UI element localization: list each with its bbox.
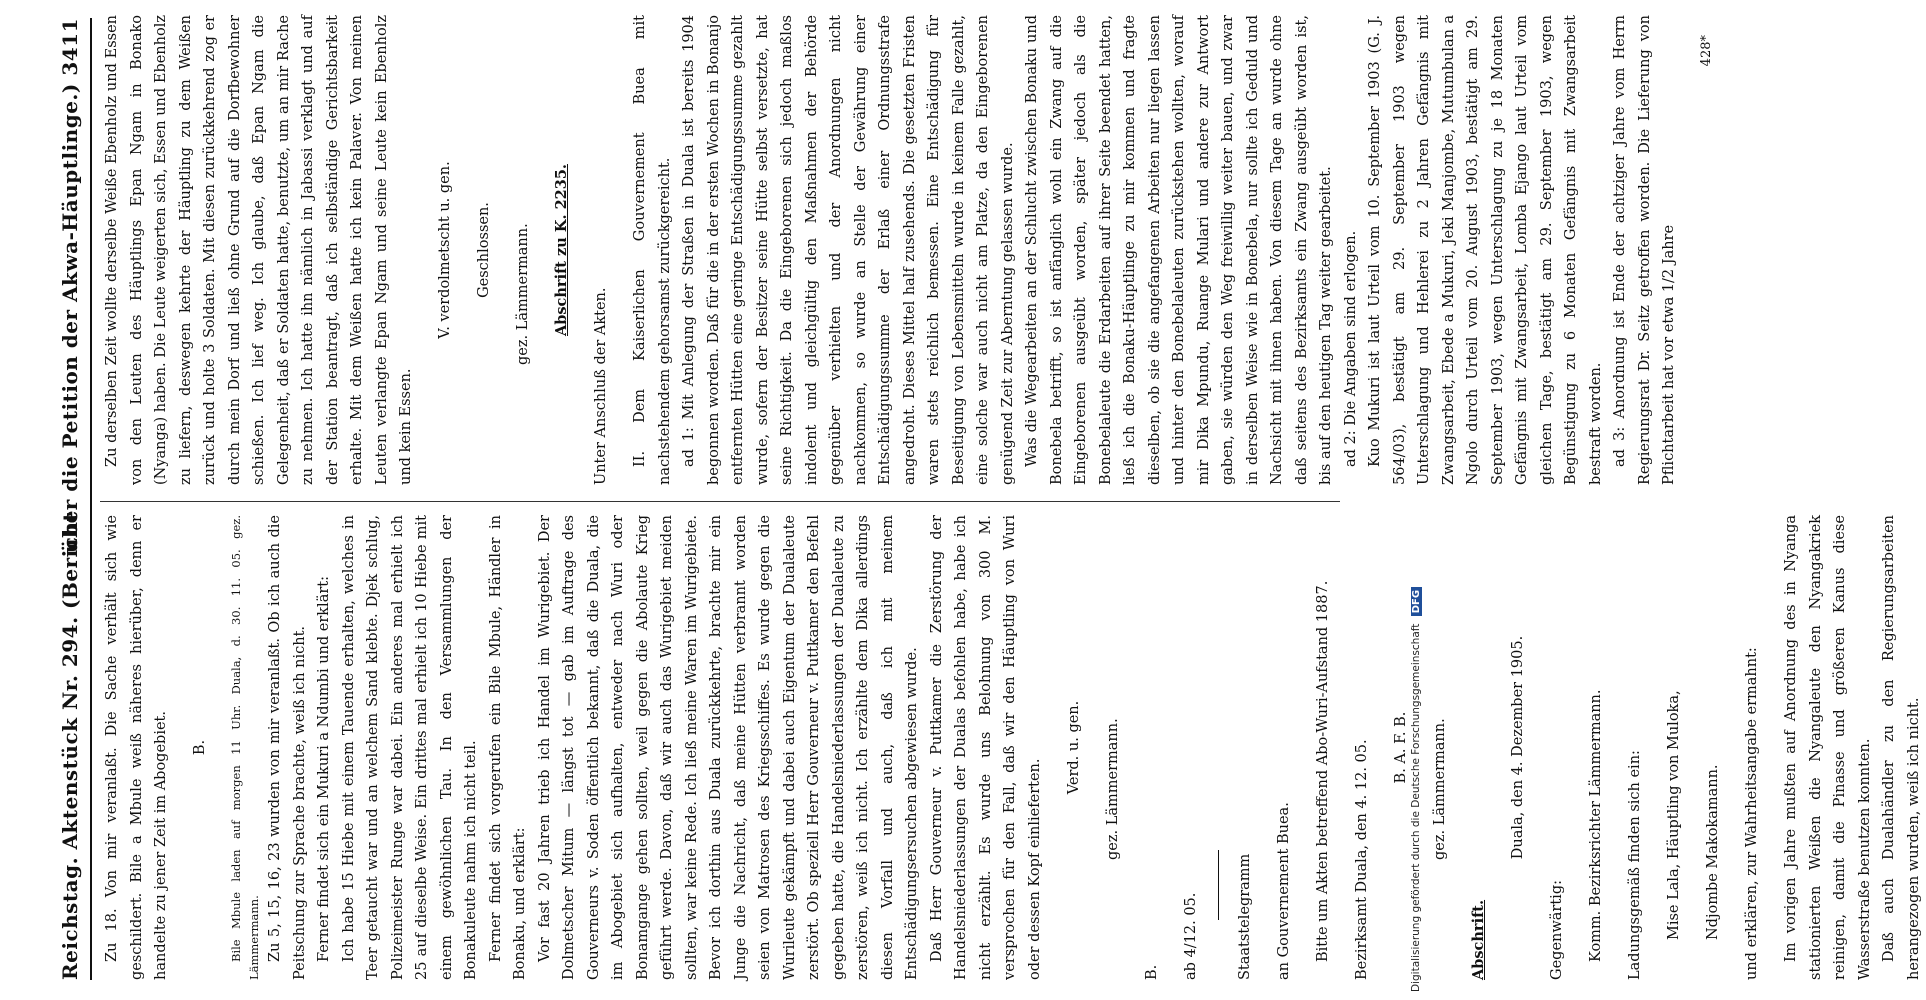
statement-intro: und erklären, zur Wahrheitsangabe ermahnt:: [1744, 647, 1760, 980]
column-divider: [100, 501, 1340, 502]
verification-line: V. verdolmetscht u. gen.: [437, 161, 453, 339]
signature: gez. Lämmermann.: [1432, 718, 1448, 860]
paragraph: ad 1: Mit Anlegung der Straßen in Duala ist bereits 1904 begonnen worden. Daß für die in der ersten Wochen in Bonanjo entfernten Hütten eine geringe Entschädigungssumme gezahlt wurde, sofern der Besitzer seine Hütte selbst versetzte, hat seine Richtigkeit. Da die Eingeborenen sich jedoch maßlos indolent und gleichgültig den Maßnahmen der Behörde gegenüber verhielten und der Anordnungen nicht nachkommen, so wurde an Stelle der Gewährung einer Entschädigungssumme der Erlaß einer Ordnungsstrafe angedroht. Dieses Mittel half zusehends. Die gesetzten Fristen waren stets reichlich bemessen. Eine Entschädigung für Beseitigung von Lebensmitteln wurde in keinem Falle gezahlt, eine solche war auch nicht am Platze, da den Eingeborenen genügend Zeit zur Aberntung gelassen wurde.: [681, 15, 1016, 485]
letter-mark: B.: [1143, 964, 1160, 980]
present-label: Gegenwärtig:: [1549, 880, 1565, 980]
left-column: [100, 515, 1926, 980]
dfg-logo: DFG: [1411, 587, 1422, 616]
paragraph: Zu derselben Zeit wollte derselbe Weiße Ebenholz und Essen von den Leuten des Häuptlings Epan Ngam in Bonako (Nyanga) haben. Die Leute weigerten sich, Essen und Ebenholz zu liefern, deswegen kehrte der Häuptling zu dem Weißen zurück und holte 3 Soldaten. Mit diesen zurückkehrend zog er durch mein Dorf und ließ ohne Grund auf die Dorfbewohner schießen. Ich lief weg. Ich glaube, daß Epan Ngam die Gelegenheit, daß er Soldaten hatte, benutzte, um an mir Rache zu nehmen. Ich hatte ihn nämlich in Jabassi verklagt und auf der Station beantragt, daß ich selbständige Gerichtsbarkeit erhalte. Mit dem Weißen hatte ich kein Palaver. Von meinen Leuten verlangte Epan Ngam und seine Leute kein Ebenholz und kein Essen.: [104, 15, 414, 485]
paragraph: Was die Wegearbeiten an der Schlucht zwischen Bonaku und Bonebela betrifft, so ist anfänglich wohl ein Zwang auf die Eingeborenen ausgeübt worden, später jedoch als die Bonebelaleute die Erdarbeiten auf ihrer Seite beendet hatten, ließ ich die Bonaku-Häuptlinge zu mir kommen und fragte dieselben, ob sie die angefangenen Arbeiten nur liegen lassen und hinter den Bonebelaleuten zurückstehen wollten, worauf mir Dika Mpundu, Ruange Mulari und andere zur Antwort gaben, sie würden den Weg freiwillig weiter bauen, und zwar in derselben Weise wie in Bonebela, nur sollte ich Geduld und Nachsicht mit ihnen haben. Von diesem Tage an wurde ohne daß seitens des Bezirksamts ein Zwang ausgeübt worden ist, bis auf den heutigen Tag weiter gearbeitet.: [1024, 15, 1334, 485]
paragraph: Ferner findet sich ein Mukuri a Ndumbi und erklärt:: [316, 576, 332, 962]
right-column: [100, 15, 1732, 485]
official-line: Komm. Bezirksrichter Lämmermann.: [1588, 689, 1604, 962]
paragraph: ad 2: Die Angaben sind erlogen.: [1342, 230, 1359, 467]
telegram-line: Bitte um Akten betreffend Abo-Wuri-Aufstand 1887.: [1315, 580, 1331, 962]
telegram-line: Bezirksamt Duala, den 4. 12. 05.: [1354, 739, 1370, 980]
header-right: über die Petition der Akwa-Häuptlinge.) 3411: [58, 18, 82, 553]
closed-line: Geschlossen.: [476, 202, 492, 298]
digitization-credit: [1410, 8, 1432, 992]
short-rule: [1218, 850, 1219, 920]
place-date: Duala, den 4. Dezember 1905.: [1510, 635, 1526, 860]
paragraph: Daß auch Dualahändler zu den Regierungsarbeiten herangezogen wurden, weiß ich nicht.: [1881, 515, 1922, 980]
telegram-line: Staatstelegramm: [1237, 853, 1253, 980]
paragraph: Ich habe 15 Hiebe mit einem Tauende erhalten, welches in Teer getaucht war und an welchem Sand klebte. Djek schlug, Polizeimeister Runge war dabei. Ein anderes mal erhielt ich 25 auf dieselbe Weise. Ein drittes mal erhielt ich 10 Hiebe mit einem gewöhnlichen Tau. In den Versammlungen der Bonakuleute nahm ich nicht teil.: [340, 515, 479, 980]
summons-line: Ladungsgemäß finden sich ein:: [1627, 750, 1643, 980]
office-initials: B. A. F. B.: [1393, 711, 1409, 784]
names-line: Ndjombe Makokamann.: [1705, 764, 1721, 940]
verdict-line: Verd. u. gen.: [1065, 700, 1082, 795]
paragraph: Ferner findet sich vorgerufen ein Bile Mbule, Händler in Bonaku, und erklärt:: [487, 515, 528, 980]
enclosure-line: Unter Anschluß der Akten.: [593, 287, 609, 485]
section-heading: Abschrift zu K. 2235.: [553, 164, 570, 336]
credit-text: Digitalisierung gefördert durch die Deutsche Forschungsgemeinschaft: [1410, 623, 1422, 992]
paragraph: Daß Herr Gouverneur v. Puttkamer die Zerstörung der Handelsniederlassungen der Dualas befohlen habe, habe ich nicht erzählt. Es wurde uns Belohnung von 300 M. versprochen für den Fall, daß wir den Häuptling von Wuri oder dessen Kopf einlieferten.: [928, 515, 1043, 980]
header-left: Reichstag. Aktenstück Nr. 294. (Bericht: [58, 511, 82, 980]
paragraph: Im vorigen Jahre mußten auf Anordnung des in Nyanga stationierten Weißen die Nyangaleute den Nyangakriek reinigen, damit die Pinasse und größeren Kanus diese Wasserstraße benutzen konnten.: [1783, 515, 1873, 980]
paragraph: II. Dem Kaiserlichen Gouvernement Buea mit nachstehendem gehorsamst zurückgereicht.: [632, 15, 673, 485]
letter-mark: B.: [192, 739, 208, 756]
section-heading: Abschrift.: [1470, 899, 1487, 980]
margin-note-text: Bile Mbule laden auf morgen 11 Uhr. Duala, d. 30. 11. 05. gez. Lämmermann.: [229, 515, 261, 980]
paragraph: Vor fast 20 Jahren trieb ich Handel im Wurigebiet. Der Dolmetscher Mitum — längst tot — gab im Auftrage des Gouverneurs v. Soden öffentlich bekannt, daß die Duala, die im Abogebiet sich aufhalten, entweder nach Wuri oder Bonamgange gehen sollten, weil gegen die Abolaute Krieg geführt werde. Davon, daß wir auch das Wurigebiet meiden sollten, war keine Rede. Ich ließ meine Waren im Wurigebiete. Bevor ich dorthin aus Duala zurückkehrte, brachte mir ein Junge die Nachricht, daß meine Hütten verbrannt worden seien von Matrosen des Kriegsschiffes. Es wurde gegen die Wurileute gekämpft und dabei auch Eigentum der Dualaleute zerstört. Ob speziell Herr Gouverneur v. Puttkamer den Befehl gegeben hatte, die Handelsniederlassungen der Dualaleute zu zerstören, weiß ich nicht. Ich erzählte dem Dika allerdings diesen Vorfall und auch, daß ich mit meinem Entschädigungsersuchen abgewiesen wurde.: [536, 515, 920, 980]
paragraph: Zu 18. Von mir veranlaßt. Die Sache verhält sich wie geschildert. Bile a Mbule weiß näheres hierüber, denn er handelte zu jener Zeit im Abogebiet.: [104, 515, 169, 980]
page-footer-number: 428*: [1698, 35, 1714, 67]
signature: gez. Lämmermann.: [1104, 718, 1121, 860]
page-header: [52, 18, 92, 980]
paragraph: Zu 5, 15, 16, 23 wurden von mir veranlaßt. Ob ich auch die Peitschung zur Sprache brachte, weiß ich nicht.: [267, 515, 308, 980]
signature: gez. Lämmermann.: [515, 223, 531, 365]
telegram-line: an Gouvernement Buea.: [1276, 802, 1292, 980]
paragraph: ad 3: Anordnung ist Ende der achtziger Jahre vom Herrn Regierungsrat Dr. Seitz getroffen worden. Die Lieferung von Pflichtarbeit hat vor etwa 1/2 Jahre: [1612, 15, 1677, 485]
date-note: ab 4/12. 05.: [1182, 892, 1199, 980]
names-line: Mise Lala, Häuptling von Muloka,: [1666, 690, 1682, 940]
paragraph: Kuo Mukuri ist laut Urteil vom 10. September 1903 (G. J. 564/03), bestätigt am 29. September 1903 wegen Unterschlagung und Hehlerei zu 2 Jahren Gefängnis mit Zwangsarbeit, Ebede a Mukuri, Jeki Manjombe, Mutumbulan a Ngolo durch Urteil vom 20. August 1903, bestätigt am 29. September 1903, wegen Unterschlagung zu je 18 Monaten Gefängnis mit Zwangsarbeit, Lomba Ejango laut Urteil vom gleichen Tage, bestätigt am 29. September 1903, wegen Begünstigung zu 6 Monaten Gefängnis mit Zwangsarbeit bestraft worden.: [1367, 15, 1604, 485]
